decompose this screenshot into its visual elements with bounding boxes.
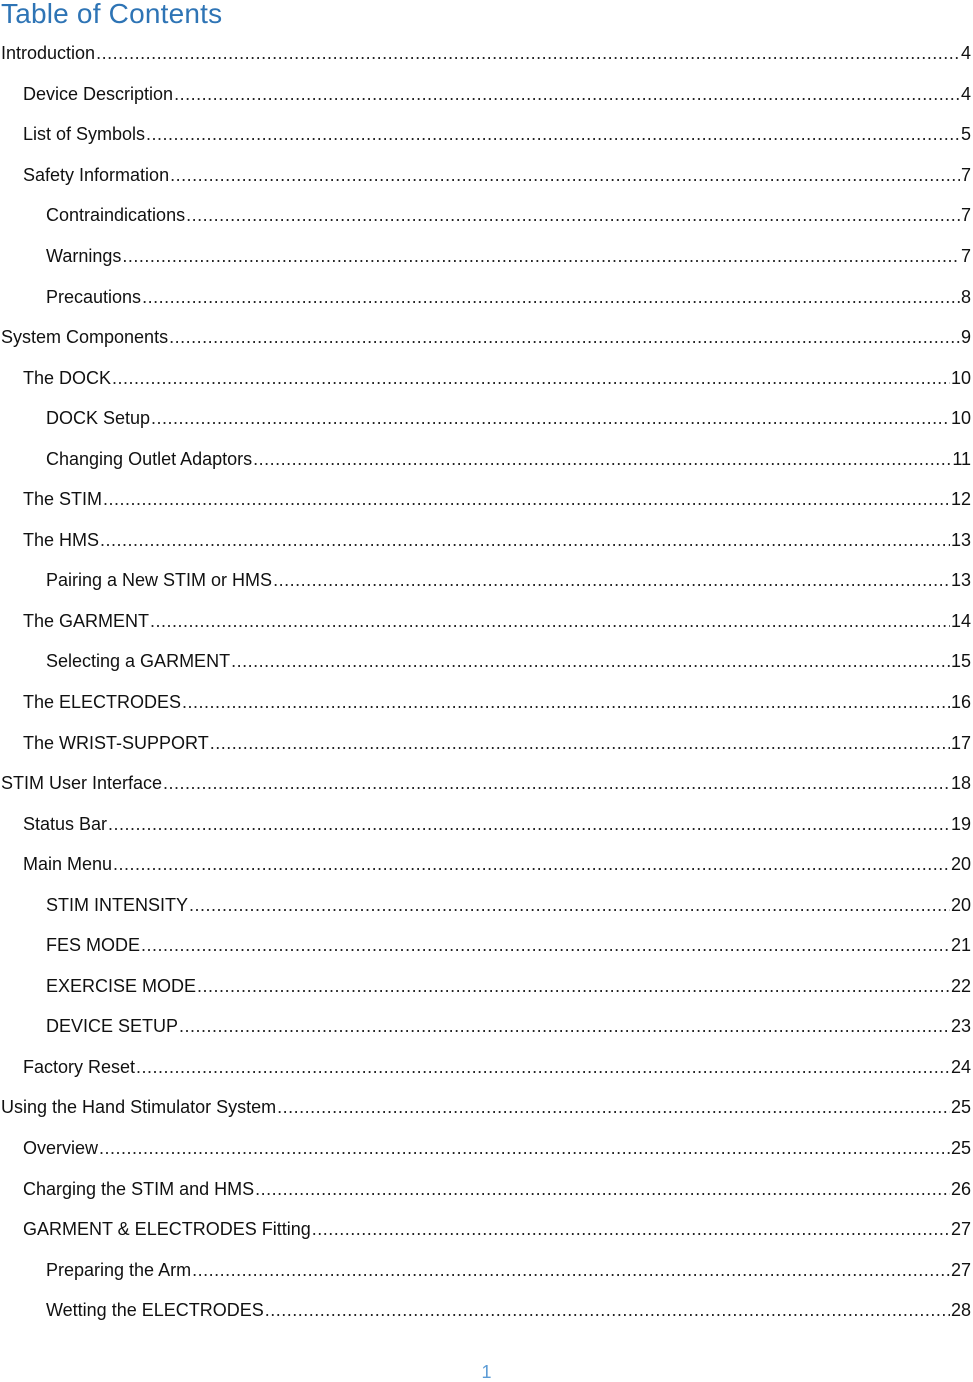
toc-entry-label: Overview: [23, 1138, 99, 1159]
dot-leader: [273, 570, 950, 590]
dot-leader: [112, 368, 950, 388]
toc-entry[interactable]: [0, 1047, 973, 1088]
dot-leader: [100, 530, 950, 550]
toc-list: [0, 33, 973, 1331]
dot-leader: [142, 287, 960, 307]
toc-entry-page: 8: [960, 286, 971, 307]
dot-leader: [113, 854, 950, 874]
dot-leader: [265, 1300, 950, 1320]
toc-entry[interactable]: [0, 236, 973, 277]
toc-entry-page: 15: [950, 651, 971, 672]
toc-entry-page: 18: [950, 773, 971, 794]
toc-entry-page: 12: [950, 489, 971, 510]
toc-entry[interactable]: [0, 682, 973, 723]
toc-entry-label: GARMENT & ELECTRODES Fitting: [23, 1219, 311, 1240]
toc-entry-page: 11: [952, 448, 971, 469]
toc-entry-label: The GARMENT: [23, 610, 150, 631]
toc-entry-label: Warnings: [46, 246, 122, 266]
toc-entry[interactable]: [0, 1006, 973, 1047]
dot-leader: [108, 814, 950, 834]
toc-entry[interactable]: [0, 520, 973, 561]
toc-entry[interactable]: [0, 33, 973, 74]
toc-entry-label: The WRIST-SUPPORT: [23, 732, 209, 753]
toc-entry-page: 24: [950, 1056, 971, 1077]
toc-entry-label: Using the Hand Stimulator System: [1, 1097, 277, 1118]
toc-entry-label: Precautions: [46, 286, 142, 307]
toc-entry-label: Selecting a GARMENT: [46, 651, 231, 672]
toc-entry-page: 25: [950, 1097, 971, 1118]
toc-entry-page: 17: [950, 732, 971, 753]
dot-leader: [103, 489, 950, 509]
dot-leader: [312, 1219, 950, 1239]
toc-entry-label: The DOCK: [23, 367, 112, 388]
toc-entry-page: 20: [950, 854, 971, 875]
dot-leader: [141, 935, 950, 955]
toc-entry[interactable]: [0, 803, 973, 844]
toc-entry[interactable]: [0, 155, 973, 196]
toc-entry-label: The STIM: [23, 489, 103, 510]
toc-entry[interactable]: [0, 74, 973, 115]
toc-entry-label: DOCK Setup: [46, 408, 151, 429]
toc-entry-label: Contraindications: [46, 205, 186, 226]
toc-entry[interactable]: [0, 884, 973, 925]
toc-entry-label: Pairing a New STIM or HMS: [46, 570, 273, 591]
dot-leader: [192, 1260, 950, 1280]
toc-entry-page: 7: [960, 164, 971, 185]
toc-entry[interactable]: [0, 1168, 973, 1209]
toc-entry[interactable]: [0, 438, 973, 479]
toc-entry[interactable]: [0, 1290, 973, 1331]
dot-leader: [255, 1179, 950, 1199]
toc-entry[interactable]: [0, 398, 973, 439]
toc-entry-label: Status Bar: [23, 813, 108, 834]
toc-entry-label: Device Description: [23, 83, 174, 104]
toc-entry[interactable]: [0, 722, 973, 763]
toc-entry-label: Main Menu: [23, 854, 113, 875]
dot-leader: [170, 165, 960, 185]
toc-entry-page: 27: [950, 1259, 971, 1280]
toc-entry-label: The ELECTRODES: [23, 692, 182, 713]
dot-leader: [179, 1016, 950, 1036]
toc-entry-label: Charging the STIM and HMS: [23, 1178, 255, 1199]
toc-entry-page: 23: [950, 1016, 971, 1037]
toc-entry-page: 13: [950, 570, 971, 591]
toc-entry-label: EXERCISE MODE: [46, 975, 197, 996]
toc-entry-page: 25: [950, 1138, 971, 1159]
toc-entry-label: FES MODE: [46, 935, 141, 956]
toc-entry[interactable]: [0, 114, 973, 155]
dot-leader: [189, 895, 950, 915]
dot-leader: [186, 205, 960, 225]
toc-entry[interactable]: [0, 357, 973, 398]
toc-entry-label: Factory Reset: [23, 1056, 136, 1077]
dot-leader: [169, 327, 960, 347]
toc-entry[interactable]: [0, 925, 973, 966]
toc-entry[interactable]: [0, 560, 973, 601]
toc-entry[interactable]: [0, 1087, 973, 1128]
toc-entry[interactable]: [0, 195, 973, 236]
toc-entry-page: 21: [950, 935, 971, 956]
toc-entry-label: The HMS: [23, 529, 100, 550]
toc-entry[interactable]: [0, 276, 973, 317]
toc-entry-page: 22: [950, 975, 971, 996]
dot-leader: [210, 733, 950, 753]
toc-entry[interactable]: [0, 1249, 973, 1290]
toc-entry-label: System Components: [1, 327, 169, 348]
dot-leader: [163, 773, 950, 793]
toc-entry[interactable]: [0, 641, 973, 682]
dot-leader: [122, 246, 960, 266]
toc-entry-page: 27: [950, 1219, 971, 1240]
dot-leader: [277, 1097, 950, 1117]
toc-entry-label: DEVICE SETUP: [46, 1016, 179, 1037]
toc-entry-page: 16: [950, 692, 971, 713]
toc-entry[interactable]: [0, 844, 973, 885]
toc-entry-page: 4: [960, 43, 971, 64]
toc-entry[interactable]: [0, 317, 973, 358]
dot-leader: [99, 1138, 950, 1158]
toc-entry-label: Wetting the ELECTRODES: [46, 1300, 264, 1321]
toc-entry-page: 9: [960, 327, 971, 348]
page-number: 1: [481, 1362, 492, 1382]
dot-leader: [253, 449, 951, 469]
dot-leader: [96, 43, 960, 63]
toc-entry-page: 10: [950, 367, 971, 388]
toc-entry-page: 10: [950, 408, 971, 429]
toc-title: Table of Contents: [1, 0, 223, 29]
toc-entry-page: 13: [950, 529, 971, 550]
toc-entry-page: 19: [950, 813, 971, 834]
dot-leader: [174, 84, 960, 104]
toc-entry[interactable]: [0, 763, 973, 804]
toc-entry-page: 5: [960, 124, 971, 145]
dot-leader: [151, 408, 950, 428]
toc-entry[interactable]: [0, 1128, 973, 1169]
toc-entry-page: 28: [950, 1300, 971, 1321]
toc-entry-page: 4: [960, 83, 971, 104]
toc-entry-page: 14: [950, 610, 971, 631]
toc-entry-page: 7: [960, 205, 971, 226]
toc-entry-label: STIM User Interface: [1, 773, 163, 794]
toc-entry-page: 26: [950, 1178, 971, 1199]
toc-entry[interactable]: [0, 479, 973, 520]
dot-leader: [182, 692, 950, 712]
toc-entry-label: Preparing the Arm: [46, 1259, 192, 1280]
toc-entry[interactable]: [0, 1209, 973, 1250]
toc-entry[interactable]: [0, 966, 973, 1007]
toc-entry-page: 7: [960, 246, 971, 266]
toc-entry[interactable]: [0, 601, 973, 642]
toc-entry-label: List of Symbols: [23, 124, 146, 145]
toc-entry-label: Changing Outlet Adaptors: [46, 448, 253, 469]
toc-entry-label: Introduction: [1, 43, 96, 64]
dot-leader: [150, 611, 950, 631]
dot-leader: [146, 124, 960, 144]
dot-leader: [136, 1057, 950, 1077]
dot-leader: [231, 651, 950, 671]
toc-entry-label: STIM INTENSITY: [46, 894, 189, 915]
toc-entry-page: 20: [950, 894, 971, 915]
toc-entry-label: Safety Information: [23, 164, 170, 185]
dot-leader: [197, 976, 950, 996]
